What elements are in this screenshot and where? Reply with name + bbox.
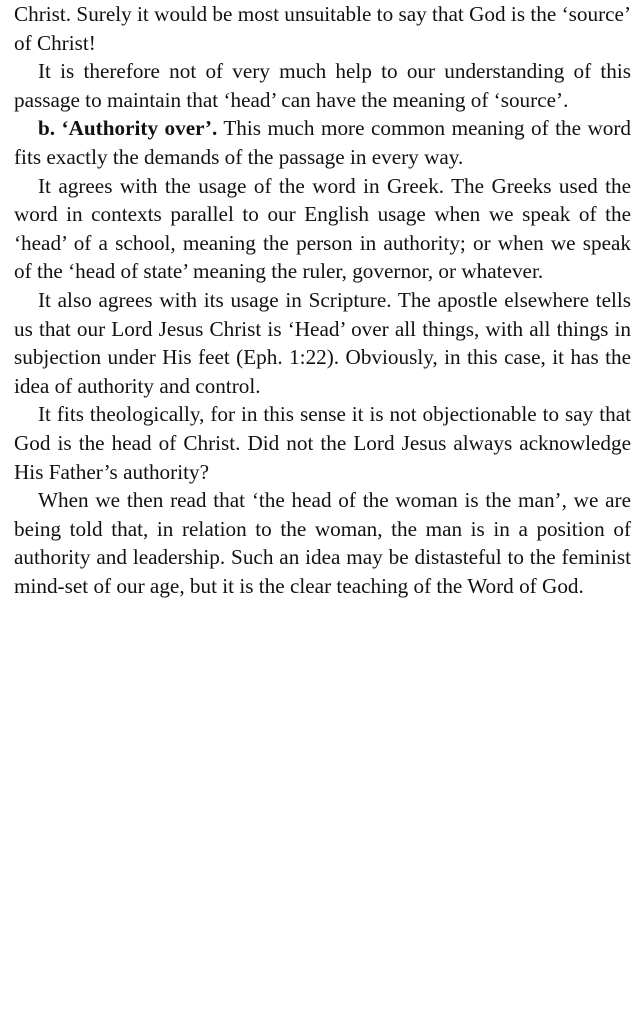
paragraph-head-of-woman: When we then read that ‘the head of the woman is the man’, we are being told that, in relation to the woman, the man is in a position of authority and leadership. Such an idea may be distasteful to the feminist mind-set of our age, but it is the clear teaching of the Word of God.: [14, 488, 631, 598]
paragraph-authority-over: [14, 114, 631, 171]
paragraph-theological-fit: It fits theologically, for in this sense it is not objectionable to say that God is the head of Christ. Did not the Lord Jesus always acknowledge His Father’s authority?: [14, 402, 631, 484]
paragraph-scripture-usage: It also agrees with its usage in Scripture. The apostle elsewhere tells us that our Lord Jesus Christ is ‘Head’ over all things, with all things in subjection under His feet (Eph. 1:22). Obviously, in this case, it has the idea of authority and control.: [14, 287, 631, 398]
paragraph-greek-usage: It agrees with the usage of the word in Greek. The Greeks used the word in contexts parallel to our English usage when we speak of the ‘head’ of a school, meaning the person in authority; or when we speak of the ‘head of state’ meaning the ruler, governor, or whatever.: [14, 173, 631, 284]
section-heading-authority-over: b. ‘Authority over’.: [38, 116, 218, 141]
paragraph-authority-over-body: This much more common meaning of the word fits exactly the demands of the passage in every way.: [14, 116, 631, 169]
paragraph-head-source-meaning: It is therefore not of very much help to our understanding of this passage to maintain that ‘head’ can have the meaning of ‘source’.: [14, 59, 631, 112]
paragraph-christ-source: Christ. Surely it would be most unsuitable to say that God is the ‘source’ of Christ!: [14, 2, 631, 55]
book-page: [14, 0, 631, 600]
